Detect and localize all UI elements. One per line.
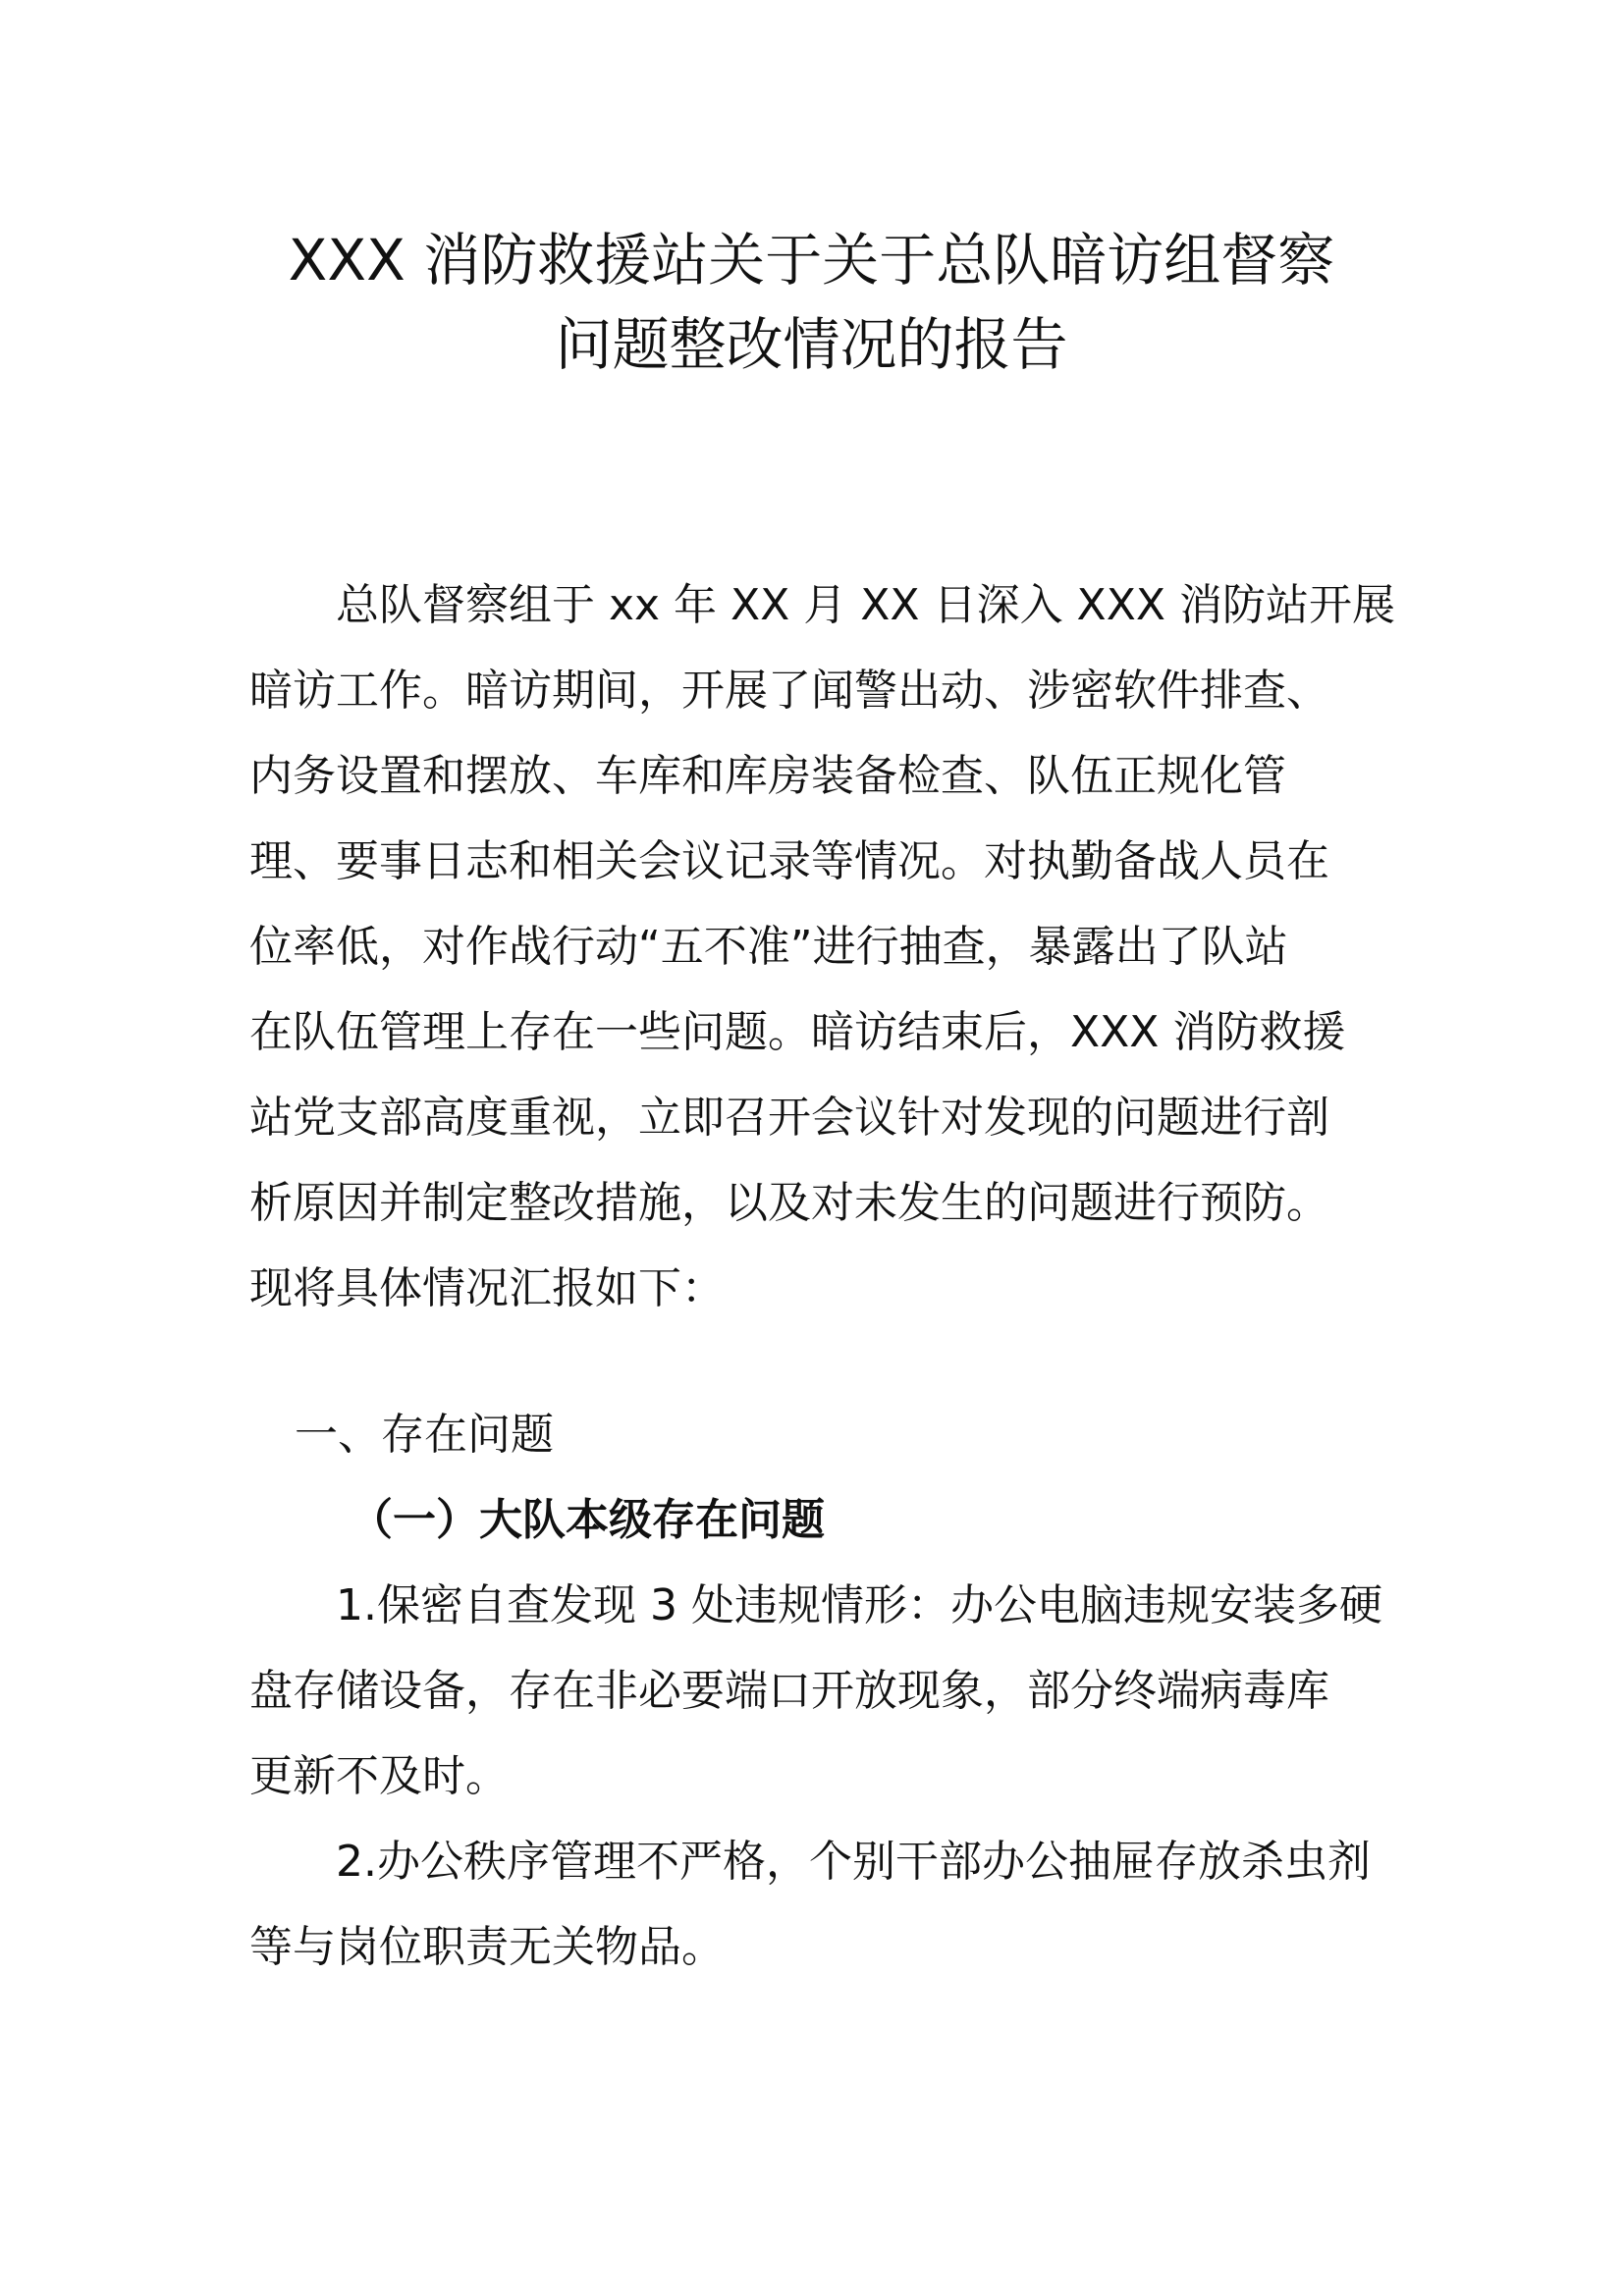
document-title (216, 218, 1407, 387)
title-line-1: XXX 消防救援站关于关于总队暗访组督察 (288, 227, 1335, 294)
item-line: 盘存储设备，存在非必要端口开放现象，部分终端病毒库 (249, 1666, 1329, 1716)
intro-line: 总队督察组于 xx 年 XX 月 XX 日深入 XXX 消防站开展 (336, 580, 1395, 630)
problem-item-2 (249, 1819, 1388, 1990)
intro-line: 站党支部高度重视，立即召开会议针对发现的问题进行剖 (249, 1093, 1329, 1143)
item-line: 更新不及时。 (249, 1751, 509, 1801)
intro-line: 现将具体情况汇报如下： (249, 1263, 725, 1313)
intro-line: 位率低，对作战行动“五不准”进行抽查，暴露出了队站 (249, 922, 1288, 972)
sub-heading-brigade-level: （一）大队本级存在问题 (350, 1495, 825, 1545)
intro-line: 暗访工作。暗访期间，开展了闻警出动、涉密软件排查、 (249, 666, 1329, 716)
item-line: 等与岗位职责无关物品。 (249, 1922, 725, 1972)
item-line: 1.保密自查发现 3 处违规情形：办公电脑违规安装多硬 (336, 1580, 1382, 1630)
intro-paragraph (249, 562, 1395, 1331)
intro-line: 在队伍管理上存在一些问题。暗访结束后，XXX 消防救援 (249, 1007, 1346, 1057)
intro-line: 内务设置和摆放、车库和库房装备检查、队伍正规化管 (249, 751, 1286, 801)
item-line: 2.办公秩序管理不严格，个别干部办公抽屉存放杀虫剂 (336, 1837, 1371, 1887)
section-heading-problems: 一、存在问题 (295, 1410, 554, 1460)
intro-line: 理、要事日志和相关会议记录等情况。对执勤备战人员在 (249, 836, 1329, 886)
problem-item-1 (249, 1563, 1388, 1819)
title-line-2: 问题整改情况的报告 (555, 311, 1068, 378)
intro-line: 析原因并制定整改措施，以及对未发生的问题进行预防。 (249, 1178, 1329, 1228)
